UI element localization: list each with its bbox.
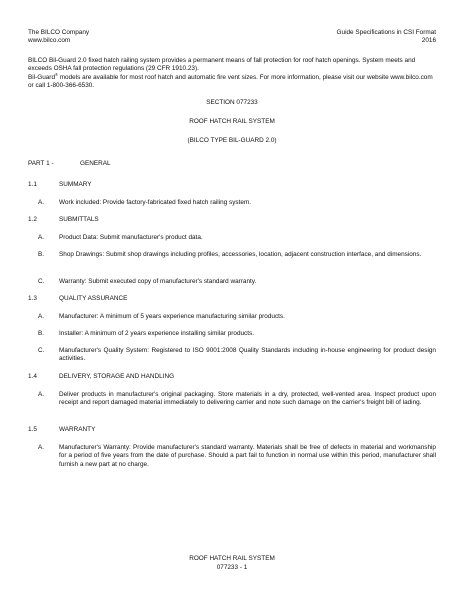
section-title: ROOF HATCH RAIL SYSTEM [189,118,275,125]
paragraph-text: Warranty: Submit executed copy of manufacturer's standard warranty. [59,278,257,285]
paragraph-text: Work included: Provide factory-fabricated fixed hatch railing system. [59,199,252,206]
intro-paragraph [28,57,436,91]
article-label: QUALITY ASSURANCE [59,295,128,302]
article-label: SUMMARY [59,181,92,188]
article-1-2-heading [28,216,436,225]
company-website: www.bilco.com [28,37,71,45]
intro-line-1: BILCO Bil-Guard 2.0 fixed hatch railing system provides a permanent means of fall protection for roof hatch openings. System meets and exceeds OSHA fall protection regulations (29 CFR 1910.23). [28,57,416,73]
intro-brand: Bil-Guard [28,73,55,81]
part-number: PART 1 - [28,160,54,167]
article-1-4-heading [28,373,436,382]
document-format: Guide Specifications in CSI Format [336,29,436,36]
part-label: GENERAL [80,160,111,167]
company-name: The BILCO Company [28,29,90,36]
paragraph-letter: A. [38,313,45,320]
intro-line-2 [28,71,436,91]
paragraph-letter: A. [38,391,45,398]
paragraph-text: Installer: A minimum of 2 years experience installing similar products. [59,330,254,337]
header-right [337,29,436,46]
paragraph-letter: A. [38,234,45,241]
paragraph-text: Manufacturer's Quality System: Registered to ISO 9001:2008 Quality Standards including in-house engineering for product design activities. [59,347,436,363]
paragraph-letter: B. [38,330,45,337]
paragraph-1-1-a [28,199,436,208]
article-1-5-heading [28,426,436,435]
article-1-3-heading [28,295,436,304]
paragraph-1-2-c [28,278,436,287]
section-type: (BILCO TYPE BIL-GUARD 2.0) [187,137,277,144]
paragraph-1-4-a [28,391,436,417]
article-number: 1.5 [28,426,37,433]
paragraph-letter: C. [38,278,45,285]
paragraph-text: Shop Drawings: Submit shop drawings including profiles, accessories, location, adjacent construction interface, and dimensions. [59,251,422,258]
paragraph-1-2-b [28,251,436,269]
paragraph-1-3-a [28,313,436,322]
article-1-1-heading [28,181,436,190]
intro-line-2-text: models are available for most roof hatch and automatic fire vent sizes. For more information, please visit our website www.bilco.com or call 1-800-366-6530. [28,73,433,90]
paragraph-letter: C. [38,347,45,354]
paragraph-letter: B. [38,251,45,258]
paragraph-text: Manufacturer: A minimum of 5 years experience manufacturing similar products. [59,313,285,320]
registered-mark: ® [55,71,58,77]
paragraph-text: Manufacturer's Warranty: Provide manufacturer's standard warranty. Materials shall be free of defects in material and workmanship for a period of five years from the date of purchase. Should a part fail to function in normal use within this period, manufacturer shall furnish a new part at no charge. [59,444,436,468]
paragraph-1-3-c [28,347,436,365]
paragraph-text: Product Data: Submit manufacturer's product data. [59,234,203,241]
document-year: 2016 [421,37,436,45]
article-label: DELIVERY, STORAGE AND HANDLING [59,373,175,380]
article-number: 1.4 [28,373,37,380]
article-label: SUBMITTALS [59,216,99,223]
article-number: 1.2 [28,216,37,223]
paragraph-letter: A. [38,199,45,206]
article-number: 1.1 [28,181,37,188]
page-number: 077233 - 1 [216,564,248,571]
section-number: SECTION 077233 [206,99,258,106]
paragraph-1-3-b [28,330,436,339]
header-left [28,29,89,46]
article-label: WARRANTY [59,426,96,433]
footer-title: ROOF HATCH RAIL SYSTEM [189,555,275,562]
paragraph-1-5-a [28,444,436,480]
paragraph-1-2-a [28,234,436,243]
paragraph-text: Deliver products in manufacturer's original packaging. Store materials in a dry, protected, well-vented area. Inspect product upon receipt and report damaged material immediately to delivering carrier and note such damage on the carrier's freight bill of lading. [59,391,436,407]
part-1-heading [28,160,436,169]
article-number: 1.3 [28,295,37,302]
paragraph-letter: A. [38,444,45,451]
